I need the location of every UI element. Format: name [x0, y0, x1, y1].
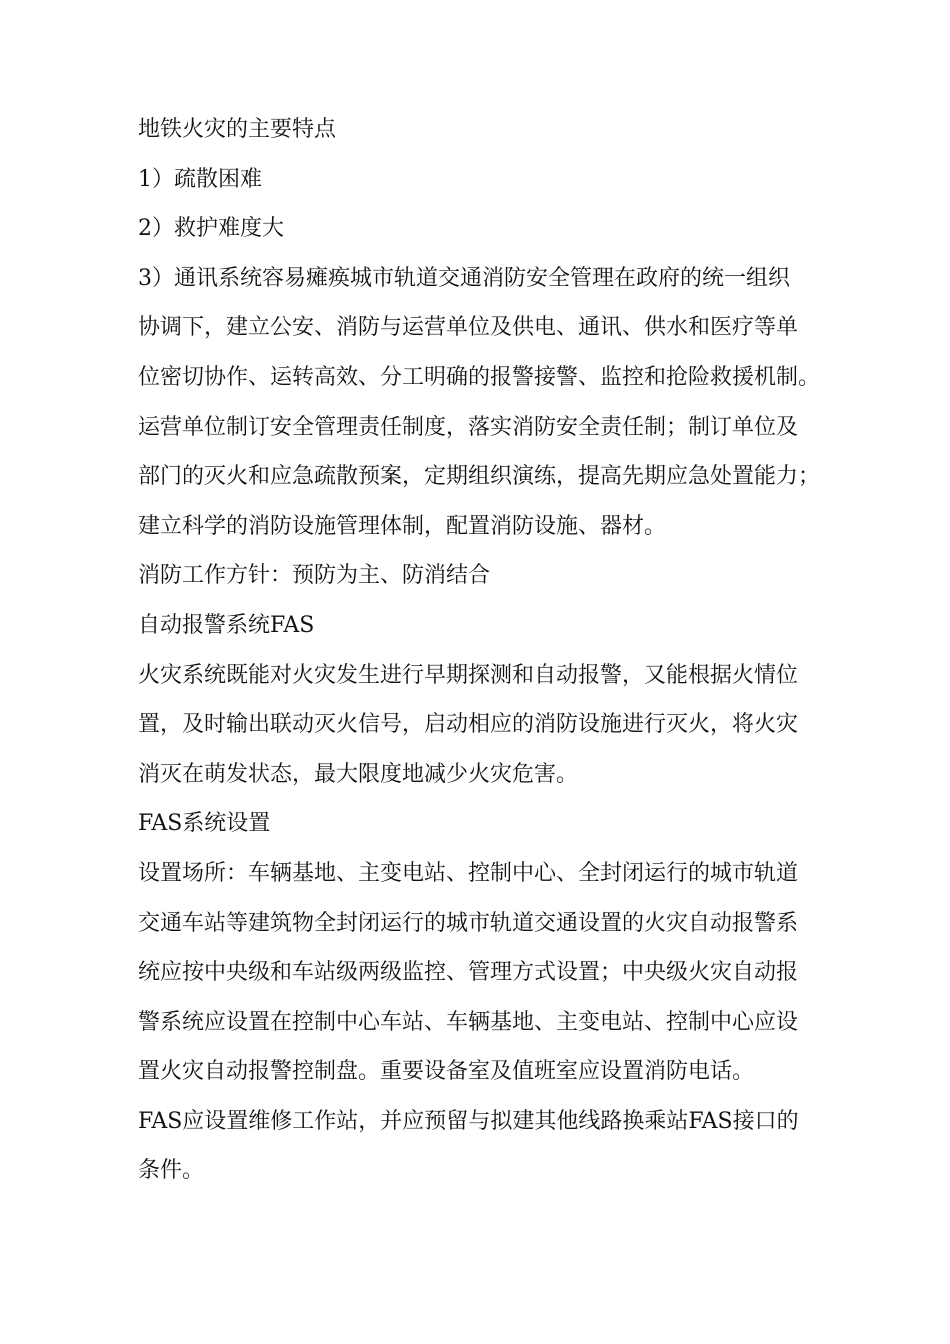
list-item-2: 2）救护难度大: [138, 216, 284, 242]
text-line: 交通车站等建筑物全封闭运行的城市轨道交通设置的火灾自动报警系: [138, 910, 799, 936]
text-line: 消灭在萌发状态，最大限度地减少火灾危害。: [138, 761, 579, 787]
text-line: 位密切协作、运转高效、分工明确的报警接警、监控和抢险救援机制。: [138, 364, 821, 390]
text-line: 条件。: [138, 1158, 205, 1184]
text-line: 部门的灭火和应急疏散预案，定期组织演练，提高先期应急处置能力；: [138, 464, 821, 490]
text-line: 警系统应设置在控制中心车站、车辆基地、主变电站、控制中心应设: [138, 1009, 799, 1035]
text-line: 统应按中央级和车站级两级监控、管理方式设置；中央级火灾自动报: [138, 960, 799, 986]
list-item-1: 1）疏散困难: [138, 166, 262, 192]
text-line: 火灾系统既能对火灾发生进行早期探测和自动报警，又能根据火情位: [138, 662, 799, 688]
list-item-3: 3）通讯系统容易瘫痪城市轨道交通消防安全管理在政府的统一组织: [138, 265, 790, 291]
text-line: 运营单位制订安全管理责任制度，落实消防安全责任制；制订单位及: [138, 414, 799, 440]
heading-fas-setup: FAS系统设置: [138, 811, 271, 837]
text-line: 设置场所：车辆基地、主变电站、控制中心、全封闭运行的城市轨道: [138, 860, 799, 886]
text-line: 置，及时输出联动灭火信号，启动相应的消防设施进行灭火，将火灾: [138, 712, 799, 738]
document-body: [138, 105, 828, 1196]
heading-fas: 自动报警系统FAS: [138, 612, 315, 638]
fire-policy-line: 消防工作方针：预防为主、防消结合: [138, 563, 491, 589]
text-line: FAS应设置维修工作站，并应预留与拟建其他线路换乘站FAS接口的: [138, 1108, 799, 1134]
text-line: 置火灾自动报警控制盘。重要设备室及值班室应设置消防电话。: [138, 1059, 755, 1085]
text-line: 协调下，建立公安、消防与运营单位及供电、通讯、供水和医疗等单: [138, 315, 799, 341]
heading-fire-features: 地铁火灾的主要特点: [138, 117, 337, 142]
text-line: 建立科学的消防设施管理体制，配置消防设施、器材。: [138, 513, 667, 539]
